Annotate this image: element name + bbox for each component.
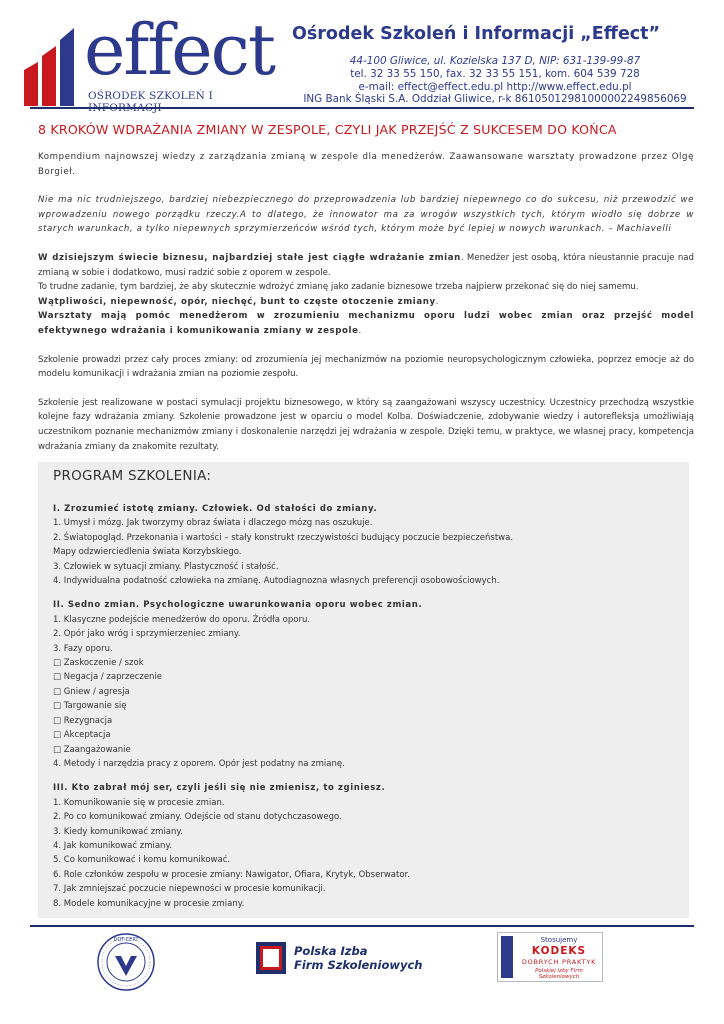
company-address: 44-100 Gliwice, ul. Kozielska 137 D, NIP: 631-139-99-87 [349, 55, 641, 67]
intro-paragraph-5: Szkolenie prowadzi przez cały proces zmiany: od zrozumienia jej mechanizmów na poziomie neuropsychologicznym człowieka, poprzez emocje aż do modelu komunikacji i wdrażania zmian na poziomie zespołu. [38, 354, 694, 380]
header-divider [30, 107, 694, 109]
intro-lead: Kompendium najnowszej wiedzy z zarządzania zmianą w zespole dla menedżerów. Zaawansowane warsztaty prowadzone przez Olgę Borgieł. [38, 152, 694, 177]
logo-subtitle: OŚRODEK SZKOLEŃ I [88, 90, 213, 102]
program-item: □ Akceptacja [53, 730, 111, 741]
program-item: □ Targowanie się [53, 701, 127, 712]
program-item: □ Zaskoczenie / szok [53, 658, 144, 669]
company-contact: e-mail: effect@effect.edu.pl http://www.effect.edu.pl [358, 81, 632, 93]
kodeks-stripe [501, 936, 513, 978]
page-header [0, 0, 724, 112]
kodeks-sub: DOBRYCH PRAKTYK [521, 958, 597, 966]
program-item: Mapy odzwierciedlenia świata Korzybskiego. [53, 547, 242, 558]
dqt-cert-seal-icon [96, 932, 156, 992]
pifs-name: Polska Izba Firm Szkoleniowych [294, 944, 423, 972]
program-item: 2. Opór jako wróg i sprzymierzeniec zmiany. [53, 629, 241, 640]
program-item: 4. Metody i narzędzia pracy z oporem. Opór jest podatny na zmianę. [53, 758, 345, 769]
company-phones: tel. 32 33 55 150, fax. 32 33 55 151, kom. 604 539 728 [350, 68, 640, 80]
pifs-logo [254, 938, 424, 978]
program-item: 2. Światopogląd. Przekonania i wartości – stały konstrukt rzeczywistości budujący poczucie bezpieczeństwa. [53, 532, 514, 543]
kodeks-main: KODEKS [531, 945, 587, 957]
kodeks-badge [497, 932, 603, 982]
program-item: □ Zaangażowanie [53, 744, 131, 755]
program-item: 5. Co komunikować i komu komunikować. [53, 855, 231, 866]
program-item: 6. Role członków zespołu w procesie zmiany: Nawigator, Ofiara, Krytyk, Obserwator. [53, 869, 410, 880]
intro-paragraph-3: Wątpliwości, niepewność, opór, niechęć, bunt to częste otoczenie zmiany. [38, 296, 439, 307]
program-box [38, 462, 689, 918]
logo-word: effect [84, 9, 275, 91]
program-item: 3. Fazy oporu. [53, 643, 113, 654]
program-item: 2. Po co komunikować zmiany. Odejście od stanu dotychczasowego. [53, 812, 342, 823]
program-section-heading: I. Zrozumieć istotę zmiany. Człowiek. Od stałości do zmiany. [53, 504, 378, 514]
program-item: 8. Modele komunikacyjne w procesie zmiany. [53, 898, 245, 909]
program-section-heading: II. Sedno zmian. Psychologiczne uwarunkowania oporu wobec zmian. [53, 600, 423, 611]
intro-paragraph-2: To trudne zadanie, tym bardziej, że aby skutecznie wdrożyć zmianę jako zadanie biznesowe trzeba najpierw przekonać się do niej samemu. [38, 282, 639, 293]
company-name: Ośrodek Szkoleń i Informacji „Effect” [292, 24, 661, 44]
program-item: 1. Klasyczne podejście menedżerów do oporu. Źródła oporu. [53, 614, 311, 625]
seal-text: DQT-CERT [113, 937, 139, 943]
company-bank: ING Bank Śląski S.A. Oddział Gliwice, r-k 86105012981000002249856069 [303, 93, 687, 105]
intro-content [38, 150, 694, 454]
kodeks-top: Stosujemy [540, 936, 578, 944]
document-title: 8 KROKÓW WDRAŻANIA ZMIANY W ZESPOLE, CZYLI JAK PRZEJŚĆ Z SUKCESEM DO KOŃCA [38, 122, 617, 137]
program-item: 4. Indywidualna podatność człowieka na zmianę. Autodiagnozna własnych preferencji osobowościowych. [53, 576, 500, 587]
intro-paragraph-4: Warsztaty mają pomóc menedżerom w zrozumieniu mechanizmu oporu ludzi wobec zmian oraz przejść model efektywnego wdrażania i komunikowania zmiany w zespole. [38, 311, 694, 336]
intro-paragraph-1: W dzisiejszym świecie biznesu, najbardziej stałe jest ciągłe wdrażanie zmian. Menedżer jest osobą, która nieustannie pracuje nad zmianą w sobie i dodatkowo, musi radzić sobie z oporem w zespole. [38, 252, 694, 278]
program-item: 1. Komunikowanie się w procesie zmian. [53, 797, 225, 808]
footer-divider [30, 925, 694, 927]
machiavelli-quote: Nie ma nic trudniejszego, bardziej niebezpiecznego do przeprowadzenia lub bardziej niepewnego co do sukcesu, niż przewodzić we wprowadzeniu nowego porządku rzeczy.A to dlatego, że innowator ma za wrogów wszystkich tych, którym wiodło się dobrze w starych warunkach, a tylko niepewnych sprzymierzeńców wśród tych, którym może być lepiej w nowych warunkach. – Machiavelli [38, 195, 694, 235]
program-item: □ Gniew / agresja [53, 686, 130, 697]
program-list [53, 502, 683, 911]
page-footer [0, 928, 724, 1024]
effect-logo [22, 9, 275, 106]
intro-paragraph-6: Szkolenie jest realizowane w postaci symulacji projektu biznesowego, w który są zaangażowani wszyscy uczestnicy. Uczestnicy przechodzą wszystkie kolejne fazy wdrażania zmiany. Szkolenie prowadzone jest w oparciu o model Kolba. Doświadczenie, zdobywanie wiedzy i autorefleksja umożliwiają uczestnikom poznanie mechanizmów zmiany i doskonalenie narzędzi jej wdrażania w zespole. Dzięki temu, w praktyce, we własnej pracy, kompetencja wdrażania zmiany da znakomite rezultaty. [38, 397, 694, 452]
kodeks-bottom: Polskiej Izby Firm Szkoleniowych [535, 968, 583, 980]
program-item: 1. Umysł i mózg. Jak tworzymy obraz świata i dlaczego mózg nas oszukuje. [53, 518, 373, 529]
program-item: □ Negacja / zaprzeczenie [53, 672, 163, 683]
program-item: 4. Jak komunikować zmiany. [53, 840, 172, 851]
program-item: 3. Kiedy komunikować zmiany. [53, 826, 183, 837]
program-title: PROGRAM SZKOLENIA: [53, 468, 212, 484]
program-item: 3. Człowiek w sytuacji zmiany. Plastyczność i stałość. [53, 561, 279, 572]
program-item: □ Rezygnacja [53, 715, 113, 726]
program-section-heading: III. Kto zabrał mój ser, czyli jeśli się nie zmienisz, to zginiesz. [53, 783, 386, 794]
program-item: 7. Jak zmniejszać poczucie niepewności w procesie komunikacji. [53, 884, 326, 895]
logo-bars-icon [22, 22, 88, 106]
pifs-book-icon [254, 938, 290, 978]
